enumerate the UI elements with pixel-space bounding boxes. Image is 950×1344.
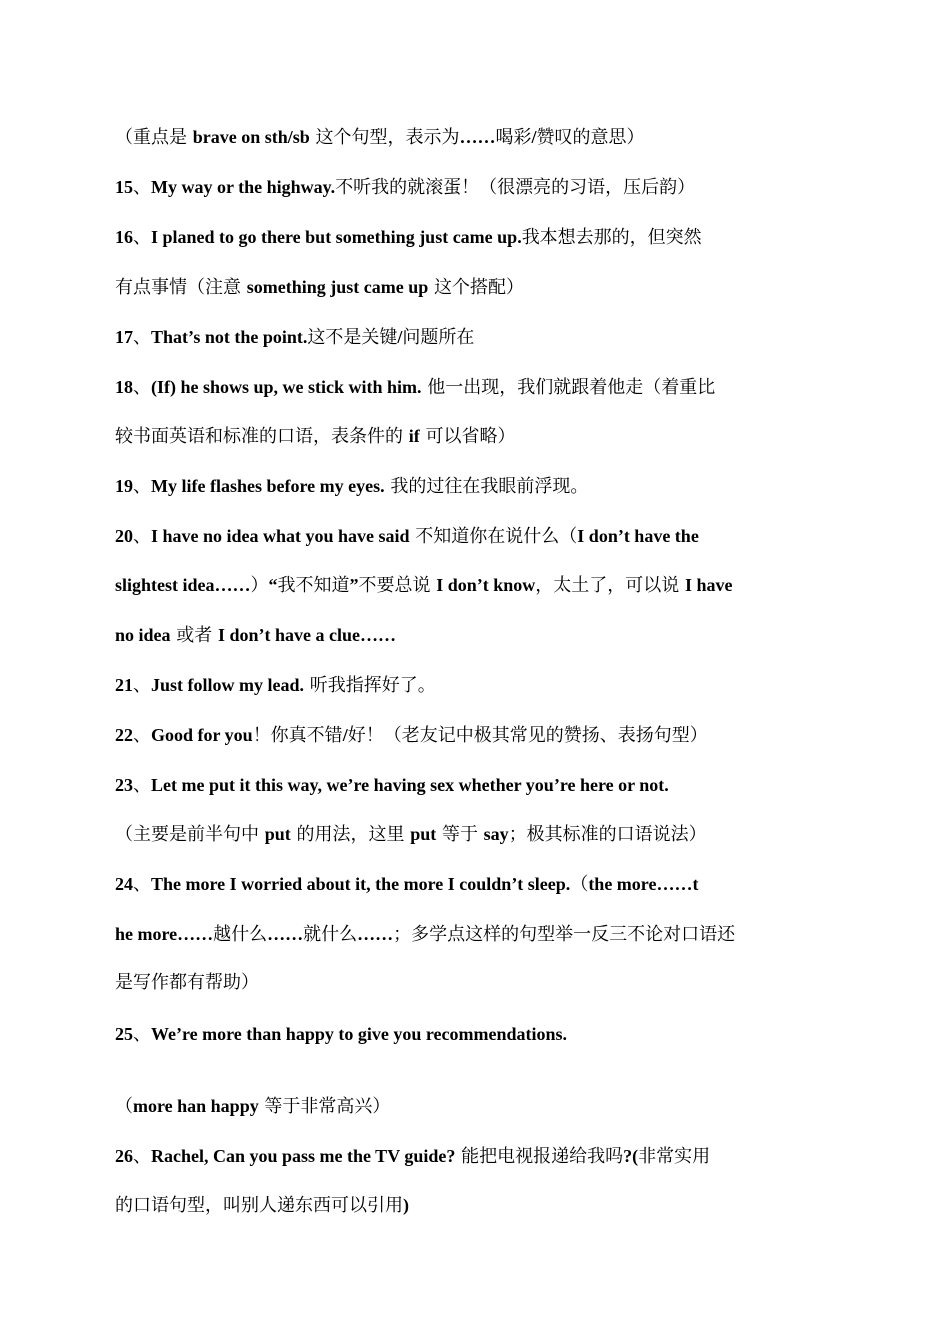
bold-run: My way or the highway. [151, 177, 336, 197]
bold-run: put [410, 824, 437, 844]
bold-run: My life flashes before my eyes. [151, 476, 385, 496]
line-16-1 [115, 225, 855, 250]
line-19-1 [115, 474, 855, 499]
line-20-2 [115, 573, 855, 598]
bold-run: 18 [115, 377, 133, 397]
text-run: （ [115, 1096, 133, 1117]
text-run: 的口语句型，叫别人递东西可以引用 [115, 1195, 403, 1216]
line-23-2 [115, 822, 855, 847]
text-run: 、 [133, 1024, 151, 1045]
text-run: 等于非常高兴） [258, 1096, 391, 1117]
text-run: 不听我的就滚蛋！（很漂亮的习语，压后韵） [335, 177, 696, 198]
bold-run: ?( [623, 1146, 639, 1166]
bold-run: I don’t know [436, 575, 536, 595]
bold-run: / [397, 327, 403, 347]
bold-run: I don’t have the [577, 526, 699, 546]
bold-run: (If) he shows up, we stick with him. [151, 377, 422, 397]
text-run: 、 [133, 675, 151, 696]
bold-run: 17 [115, 327, 133, 347]
bold-run: 24 [115, 874, 133, 894]
line-24-3 [115, 971, 855, 995]
bold-run: say [483, 824, 509, 844]
bold-run: 26 [115, 1146, 133, 1166]
text-run: 越什么 [213, 924, 268, 945]
text-run: 他一出现，我们就跟着他走（着重比 [421, 377, 716, 398]
text-run: 、 [133, 526, 151, 547]
line-26-2 [115, 1193, 855, 1218]
bold-run: Just follow my lead. [151, 675, 304, 695]
line-21-1 [115, 673, 855, 698]
bold-run: / [342, 725, 348, 745]
line-16-2 [115, 275, 855, 300]
line-18-2 [115, 424, 855, 449]
text-run: 这不是关键 [307, 327, 398, 348]
text-run: 有点事情（注意 [115, 277, 247, 298]
line-14b-1 [115, 125, 855, 150]
bold-run: 20 [115, 526, 133, 546]
text-run: 喝彩 [495, 127, 532, 148]
text-run: 听我指挥好了。 [304, 675, 436, 696]
bold-run: Rachel, Can you pass me the TV guide? [151, 1146, 456, 1166]
bold-run: something just came up [246, 277, 429, 297]
text-run: 好！（老友记中极其常见的赞扬、表扬句型） [347, 725, 708, 746]
bold-run: …… [357, 924, 394, 944]
bold-run: …… [459, 127, 496, 147]
text-run: 问题所在 [402, 327, 475, 348]
text-run: 不要总说 [358, 575, 437, 596]
text-run: ；极其标准的口语说法） [508, 824, 707, 845]
bold-run: …… [267, 924, 304, 944]
text-run: 等于 [436, 824, 484, 845]
line-22-1 [115, 723, 855, 748]
text-run: 我不知道 [277, 575, 350, 596]
text-run: 我的过往在我眼前浮现。 [384, 476, 589, 497]
bold-run: brave on sth/sb [192, 127, 310, 147]
text-run: 或者 [170, 625, 218, 646]
bold-run: 23 [115, 775, 133, 795]
bold-run: put [264, 824, 291, 844]
bold-run: he more…… [115, 924, 214, 944]
line-20-3 [115, 623, 855, 648]
bold-run: We’re more than happy to give you recommendations. [151, 1024, 567, 1044]
bold-run: no idea [115, 625, 171, 645]
bold-run: / [531, 127, 537, 147]
bold-run: 21 [115, 675, 133, 695]
bold-run: 25 [115, 1024, 133, 1044]
bold-run: That’s not the point. [151, 327, 308, 347]
text-run: 、 [133, 177, 151, 198]
bold-run: 16 [115, 227, 133, 247]
bold-run: if [408, 426, 420, 446]
text-run: 、 [133, 227, 151, 248]
text-run: 非常实用 [638, 1146, 711, 1167]
text-run: （ [570, 874, 589, 895]
text-run: 是写作都有帮助） [115, 972, 259, 993]
text-run: （重点是 [115, 127, 193, 148]
text-run: ；多学点这样的句型举一反三不论对口语还 [393, 924, 736, 945]
text-run: 不知道你在说什么（ [409, 526, 578, 547]
line-23-1 [115, 773, 855, 798]
text-run: ，太土了，可以说 [535, 575, 686, 596]
text-run: 、 [133, 725, 151, 746]
bold-run: I planed to go there but something just came up. [151, 227, 522, 247]
bold-run: The more I worried about it, the more I couldn’t sleep. [151, 874, 571, 894]
bold-run: Good for you [151, 725, 253, 745]
text-run: 可以省略） [419, 426, 516, 447]
bold-run: I have [685, 575, 733, 595]
text-run: 赞叹的意思） [536, 127, 645, 148]
bold-run: 15 [115, 177, 133, 197]
text-run: 、 [133, 377, 151, 398]
text-run: 这个搭配） [428, 277, 524, 298]
text-run: 、 [133, 775, 151, 796]
bold-run: 19 [115, 476, 133, 496]
text-run: （主要是前半句中 [115, 824, 265, 845]
line-25-1 [115, 1022, 855, 1047]
bold-run: ) [403, 1195, 409, 1215]
text-run: ） [250, 575, 269, 596]
line-20-1 [115, 524, 855, 549]
bold-run: more han happy [133, 1096, 259, 1116]
line-25-2 [115, 1094, 855, 1119]
text-run: 、 [133, 476, 151, 497]
text-run: 就什么 [303, 924, 358, 945]
line-24-2 [115, 922, 855, 947]
bold-run: I have no idea what you have said [151, 526, 410, 546]
bold-run: slightest idea…… [115, 575, 251, 595]
bold-run: “ [268, 575, 278, 595]
text-run: 较书面英语和标准的口语，表条件的 [115, 426, 409, 447]
bold-run: the more……t [588, 874, 699, 894]
line-24-1 [115, 872, 855, 897]
text-run: 、 [133, 1146, 151, 1167]
text-run: 能把电视报递给我吗 [455, 1146, 624, 1167]
bold-run: I don’t have a clue…… [217, 625, 396, 645]
text-run: ！你真不错 [252, 725, 343, 746]
line-17-1 [115, 325, 855, 350]
line-18-1 [115, 375, 855, 400]
text-run: 、 [133, 327, 151, 348]
bold-run: ” [349, 575, 359, 595]
line-15-1 [115, 175, 855, 200]
bold-run: Let me put it this way, we’re having sex whether you’re here or not. [151, 775, 669, 795]
text-run: 这个句型，表示为 [309, 127, 460, 148]
line-26-1 [115, 1144, 855, 1169]
text-run: 、 [133, 874, 151, 895]
bold-run: 22 [115, 725, 133, 745]
text-run: 我本想去那的，但突然 [521, 227, 702, 248]
text-run: 的用法，这里 [290, 824, 411, 845]
